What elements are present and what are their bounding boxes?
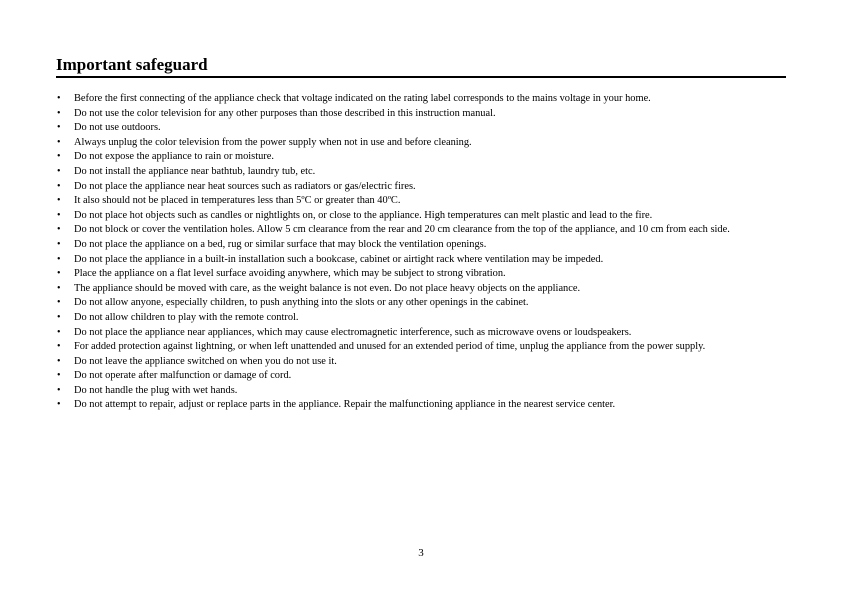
- list-item-text: Do not expose the appliance to rain or moisture.: [74, 151, 274, 163]
- bullet-icon: •: [57, 253, 61, 265]
- list-item-text: Always unplug the color television from the power supply when not in use and before cleaning.: [74, 136, 472, 148]
- bullet-icon: •: [57, 326, 61, 338]
- list-item-text: Place the appliance on a flat level surface avoiding anywhere, which may be subject to strong vibration.: [74, 268, 506, 280]
- bullet-icon: •: [57, 268, 61, 280]
- bullet-icon: •: [57, 136, 61, 148]
- list-item-text: Do not block or cover the ventilation holes. Allow 5 cm clearance from the rear and 20 cm clearance from the top of the appliance, and 10 cm from each side.: [74, 224, 730, 236]
- bullet-icon: •: [57, 399, 61, 411]
- bullet-icon: •: [57, 180, 61, 192]
- bullet-icon: •: [57, 384, 61, 396]
- list-item: [56, 223, 786, 238]
- list-item-text: For added protection against lightning, or when left unattended and unused for an extended period of time, unplug the appliance from the power supply.: [74, 341, 706, 353]
- list-item: [56, 326, 786, 341]
- bullet-icon: •: [57, 107, 61, 119]
- list-item: [56, 136, 786, 151]
- title-underline: [56, 76, 786, 78]
- list-item-text: Do not allow children to play with the remote control.: [74, 311, 299, 323]
- bullet-icon: •: [57, 165, 61, 177]
- bullet-icon: •: [57, 282, 61, 294]
- bullet-icon: •: [57, 341, 61, 353]
- list-item: [56, 398, 786, 413]
- list-item: [56, 194, 786, 209]
- list-item: [56, 282, 786, 297]
- list-item-text: The appliance should be moved with care, as the weight balance is not even. Do not place heavy objects on the appliance.: [74, 282, 581, 294]
- list-item-text: Before the first connecting of the appliance check that voltage indicated on the rating label corresponds to the mains voltage in your home.: [74, 93, 651, 104]
- list-item-text: Do not attempt to repair, adjust or replace parts in the appliance. Repair the malfunctioning appliance in the nearest service center.: [74, 399, 616, 411]
- list-item-text: Do not place the appliance near appliances, which may cause electromagnetic interference, such as microwave ovens or loudspeakers.: [74, 326, 632, 338]
- list-item: [56, 238, 786, 253]
- safeguard-list: [56, 92, 786, 413]
- list-item-text: Do not place the appliance in a built-in installation such a bookcase, cabinet or airtight rack where ventilation may be impeded.: [74, 253, 604, 265]
- list-item-text: Do not place the appliance on a bed, rug or similar surface that may block the ventilation openings.: [74, 238, 487, 250]
- list-item: [56, 150, 786, 165]
- bullet-icon: •: [57, 93, 61, 104]
- bullet-icon: •: [57, 122, 61, 134]
- bullet-icon: •: [57, 209, 61, 221]
- list-item: [56, 340, 786, 355]
- page-title: Important safeguard: [56, 55, 208, 74]
- list-item-text: Do not leave the appliance switched on when you do not use it.: [74, 355, 337, 367]
- list-item-text: Do not use the color television for any other purposes than those described in this instruction manual.: [74, 107, 496, 119]
- list-item-text: Do not install the appliance near bathtub, laundry tub, etc.: [74, 165, 316, 177]
- list-item: [56, 369, 786, 384]
- bullet-icon: •: [57, 151, 61, 163]
- list-item: [56, 355, 786, 370]
- list-item-text: Do not handle the plug with wet hands.: [74, 384, 238, 396]
- list-item-text: Do not place hot objects such as candles or nightlights on, or close to the appliance. High temperatures can melt plastic and lead to the fire.: [74, 209, 653, 221]
- list-item: [56, 253, 786, 268]
- list-item: [56, 180, 786, 195]
- list-item: [56, 267, 786, 282]
- list-item: [56, 209, 786, 224]
- list-item: [56, 121, 786, 136]
- list-item: [56, 92, 786, 107]
- list-item-text: Do not use outdoors.: [74, 122, 161, 134]
- list-item: [56, 165, 786, 180]
- bullet-icon: •: [57, 355, 61, 367]
- list-item-text: Do not operate after malfunction or damage of cord.: [74, 370, 292, 382]
- page-number: 3: [418, 547, 424, 559]
- bullet-icon: •: [57, 370, 61, 382]
- bullet-icon: •: [57, 238, 61, 250]
- list-item-text: Do not allow anyone, especially children, to push anything into the slots or any other openings in the cabinet.: [74, 297, 529, 309]
- list-item: [56, 296, 786, 311]
- list-item: [56, 311, 786, 326]
- list-item: [56, 384, 786, 399]
- list-item-text: Do not place the appliance near heat sources such as radiators or gas/electric fires.: [74, 180, 416, 192]
- bullet-icon: •: [57, 195, 61, 207]
- bullet-icon: •: [57, 311, 61, 323]
- list-item-text: It also should not be placed in temperatures less than 5ºC or greater than 40ºC.: [74, 195, 401, 207]
- bullet-icon: •: [57, 224, 61, 236]
- bullet-icon: •: [57, 297, 61, 309]
- list-item: [56, 107, 786, 122]
